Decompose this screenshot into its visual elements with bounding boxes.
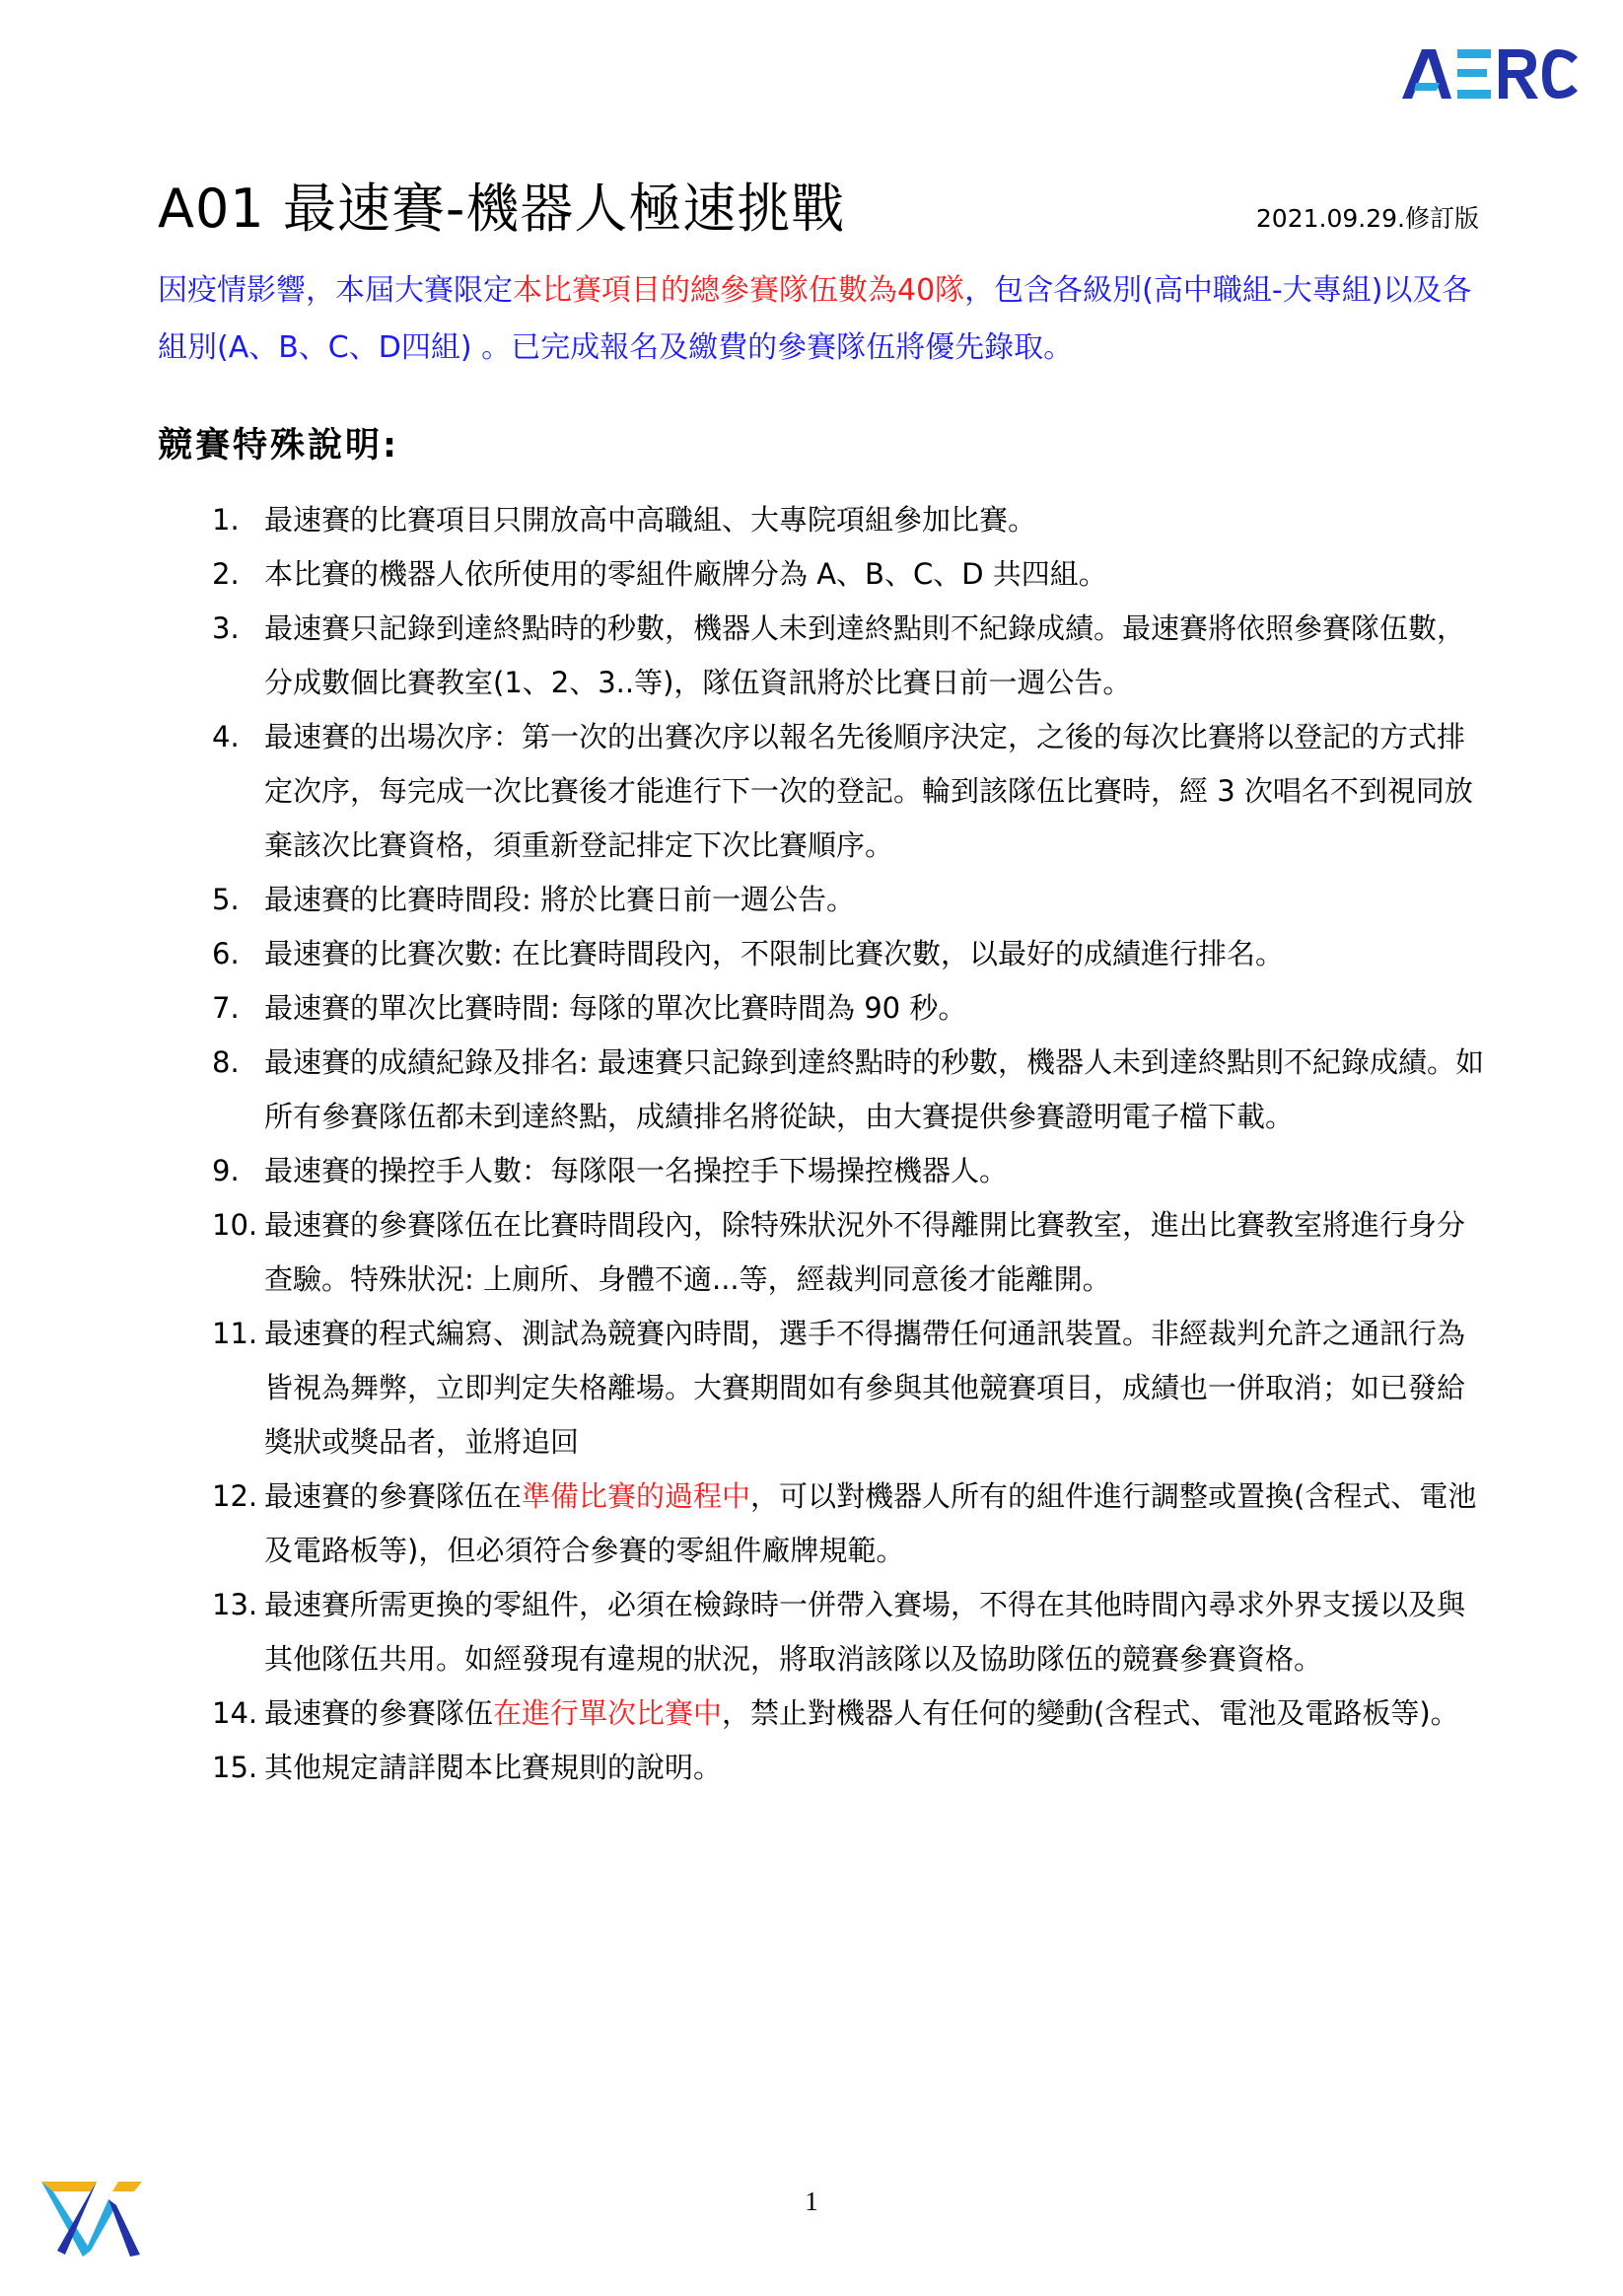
rule-highlight: 準備比賽的過程中 <box>522 1479 751 1513</box>
epidemic-notice <box>158 262 1484 377</box>
rule-text-post: ，可以對機器人所有的組件進行調整或置換(含程式、電池及電路板等)，但必須符合參賽的零組件廠牌規範。 <box>264 1479 1477 1567</box>
rule-text: 最速賽的比賽次數: 在比賽時間段內，不限制比賽次數，以最好的成績進行排名。 <box>264 937 1284 970</box>
document-title: A01 最速賽-機器人極速挑戰 <box>158 178 846 240</box>
rule-item <box>212 493 1484 547</box>
rule-text: 最速賽只記錄到達終點時的秒數，機器人未到達終點則不紀錄成績。最速賽將依照參賽隊伍數，分成數個比賽教室(1、2、3..等)，隊伍資訊將於比賽日前一週公告。 <box>264 611 1466 699</box>
rules-list <box>212 493 1484 1795</box>
rule-text: 最速賽的單次比賽時間: 每隊的單次比賽時間為 90 秒。 <box>264 991 967 1025</box>
rule-text: 其他規定請詳閱本比賽規則的說明。 <box>264 1751 723 1784</box>
notice-part-3: ，包含各級別(高中職組-大專組)以及各組別(A、B、C、D四組) 。已完成報名及繳費的參賽隊伍將優先錄取。 <box>158 273 1472 365</box>
rule-item <box>212 1036 1484 1144</box>
rule-number: 10. <box>212 1208 258 1242</box>
rule-number: 3. <box>212 611 240 645</box>
rule-number: 6. <box>212 937 240 970</box>
rule-number: 8. <box>212 1045 240 1079</box>
rule-text: 最速賽的成績紀錄及排名: 最速賽只記錄到達終點時的秒數，機器人未到達終點則不紀錄成績。如所有參賽隊伍都未到達終點，成績排名將從缺，由大賽提供參賽證明電子檔下載。 <box>264 1045 1484 1133</box>
rule-item <box>212 927 1484 981</box>
rule-number: 12. <box>212 1479 258 1513</box>
rule-number: 7. <box>212 991 240 1025</box>
rule-text: 最速賽的參賽隊伍在比賽時間段內，除特殊狀況外不得離開比賽教室，進出比賽教室將進行身分查驗。特殊狀況: 上廁所、身體不適...等，經裁判同意後才能離開。 <box>264 1208 1466 1296</box>
rule-item <box>212 981 1484 1036</box>
rule-text: 最速賽的比賽時間段: 將於比賽日前一週公告。 <box>264 883 855 916</box>
rule-number: 15. <box>212 1751 258 1784</box>
notice-highlight: 本比賽項目的總參賽隊伍數為40隊 <box>513 273 965 308</box>
rule-text-pre: 最速賽的參賽隊伍 <box>264 1696 494 1730</box>
rule-number: 2. <box>212 557 240 591</box>
aerc-logo <box>1400 41 1580 101</box>
rule-number: 14. <box>212 1696 258 1730</box>
rule-item <box>212 1741 1484 1795</box>
rule-item <box>212 547 1484 602</box>
rule-number: 4. <box>212 720 240 753</box>
rule-text-pre: 最速賽的參賽隊伍在 <box>264 1479 523 1513</box>
rule-text-post: ，禁止對機器人有任何的變動(含程式、電池及電路板等)。 <box>722 1696 1459 1730</box>
rule-item <box>212 1470 1484 1578</box>
rule-number: 1. <box>212 503 240 537</box>
rule-item <box>212 1686 1484 1741</box>
rule-item <box>212 873 1484 927</box>
rule-number: 13. <box>212 1588 258 1621</box>
rule-item <box>212 710 1484 873</box>
notice-part-1: 因疫情影響，本屆大賽限定 <box>158 273 513 308</box>
rule-text: 最速賽的操控手人數：每隊限一名操控手下場操控機器人。 <box>264 1154 1009 1187</box>
rule-text: 最速賽的出場次序：第一次的出賽次序以報名先後順序決定，之後的每次比賽將以登記的方式排定次序，每完成一次比賽後才能進行下一次的登記。輪到該隊伍比賽時，經 3 次唱名不到視同放棄該次比賽資格，須重新登記排定下次比賽順序。 <box>264 720 1473 862</box>
rule-number: 9. <box>212 1154 240 1187</box>
rule-number: 5. <box>212 883 240 916</box>
rule-text: 最速賽所需更換的零組件，必須在檢錄時一併帶入賽場，不得在其他時間內尋求外界支援以及與其他隊伍共用。如經發現有違規的狀況，將取消該隊以及協助隊伍的競賽參賽資格。 <box>264 1588 1466 1676</box>
rule-text: 本比賽的機器人依所使用的零組件廠牌分為 A、B、C、D 共四組。 <box>264 557 1107 591</box>
rule-item <box>212 1307 1484 1470</box>
title-row <box>158 170 1479 258</box>
rule-item <box>212 1578 1484 1686</box>
revision-date: 2021.09.29.修訂版 <box>1255 204 1479 233</box>
rule-text: 最速賽的比賽項目只開放高中高職組、大專院項組參加比賽。 <box>264 503 1037 537</box>
rule-item <box>212 1198 1484 1307</box>
rule-item <box>212 1144 1484 1198</box>
rule-text: 最速賽的程式編寫、測試為競賽內時間，選手不得攜帶任何通訊裝置。非經裁判允許之通訊行為皆視為舞弊，立即判定失格離場。大賽期間如有參與其他競賽項目，成績也一併取消；如已發給獎狀或獎品者，並將追回 <box>264 1317 1466 1459</box>
section-heading: 競賽特殊說明: <box>158 426 399 466</box>
rule-item <box>212 602 1484 710</box>
triangle-logo <box>35 2178 146 2259</box>
rule-highlight: 在進行單次比賽中 <box>493 1696 723 1730</box>
page-number: 1 <box>805 2187 818 2216</box>
rule-number: 11. <box>212 1317 258 1350</box>
